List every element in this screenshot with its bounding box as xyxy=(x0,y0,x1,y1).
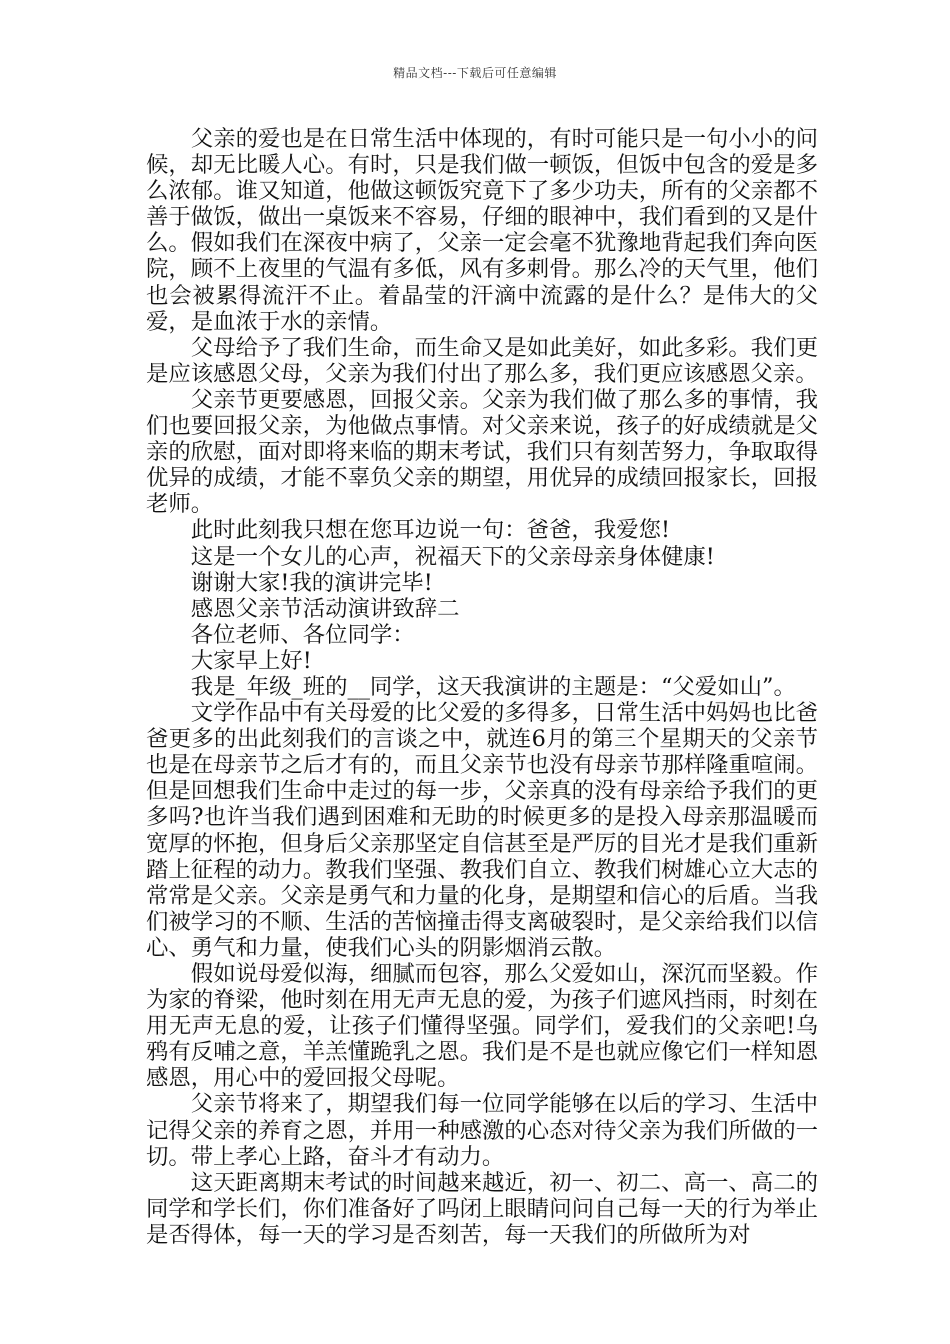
speech-greeting-teachers: 各位老师、各位同学： xyxy=(190,621,415,648)
speech-good-morning: 大家早上好! xyxy=(190,647,312,674)
speech-topic: 我是_年级_班的__同学，这天我演讲的主题是：“父爱如山”。 xyxy=(190,673,796,700)
paragraph-parents-give-life: 父母给予了我们生命，而生命又是如此美好，如此多彩。我们更是应该感恩父母，父亲为我们付出了那么多，我们更应该感恩父亲。 xyxy=(146,334,818,387)
speech-two-title: 感恩父亲节活动演讲致辞二 xyxy=(190,595,460,622)
page-header: 精品文档---下载后可任意编辑 xyxy=(393,66,557,80)
paragraph-repay-father: 父亲节更要感恩，回报父亲。父亲为我们做了那么多的事情，我们也要回报父亲，为他做点事情。对父亲来说，孩子的好成绩就是父亲的欣慰，面对即将来临的期末考试，我们只有刻苦努力，争取取得优异的成绩，才能不辜负父亲的期望，用优异的成绩回报家长，回报老师。 xyxy=(146,386,818,518)
paragraph-thanks: 谢谢大家!我的演讲完毕! xyxy=(190,569,433,596)
paragraph-literature-mother-love: 文学作品中有关母爱的比父爱的多得多，日常生活中妈妈也比爸爸更多的出此刻我们的言谈之中，就连6月的第三个星期天的父亲节也是在母亲节之后才有的，而且父亲节也没有母亲节那样隆重喧闹。但是回想我们生命中走过的每一步，父亲真的没有母亲给予我们的更多吗?也许当我们遇到困难和无助的时候更多的是投入母亲那温暖而宽厚的怀抱，但身后父亲那坚定自信甚至是严厉的目光才是我们重新踏上征程的动力。教我们坚强、教我们自立、教我们树雄心立大志的常常是父亲。父亲是勇气和力量的化身，是期望和信心的后盾。当我们被学习的不顺、生活的苦恼撞击得支离破裂时，是父亲给我们以信心、勇气和力量，使我们心头的阴影烟消云散。 xyxy=(146,700,818,961)
document-body xyxy=(146,126,818,1248)
paragraph-say-to-dad: 此时此刻我只想在您耳边说一句：爸爸，我爱您! xyxy=(190,517,670,544)
paragraph-fathers-day-coming: 父亲节将来了，期望我们每一位同学能够在以后的学习、生活中记得父亲的养育之恩，并用一种感激的心态对待父亲为我们所做的一切。带上孝心上路，奋斗才有动力。 xyxy=(146,1091,818,1170)
paragraph-father-love-daily: 父亲的爱也是在日常生活中体现的，有时可能只是一句小小的问候，却无比暖人心。有时，只是我们做一顿饭，但饭中包含的爱是多么浓郁。谁又知道，他做这顿饭究竟下了多少功夫，所有的父亲都不善于做饭，做出一桌饭来不容易，仔细的眼神中，我们看到的又是什么。假如我们在深夜中病了，父亲一定会毫不犹豫地背起我们奔向医院，顾不上夜里的气温有多低，风有多刺骨。那么冷的天气里，他们也会被累得流汗不止。着晶莹的汗滴中流露的是什么？是伟大的父爱，是血浓于水的亲情。 xyxy=(146,126,818,335)
paragraph-daughter-wish: 这是一个女儿的心声，祝福天下的父亲母亲身体健康! xyxy=(190,543,715,570)
paragraph-father-love-mountain: 假如说母爱似海，细腻而包容，那么父爱如山，深沉而坚毅。作为家的脊梁，他时刻在用无声无息的爱，为孩子们遮风挡雨，时刻在用无声无息的爱，让孩子们懂得坚强。同学们，爱我们的父亲吧!乌鸦有反哺之意，羊羔懂跪乳之恩。我们是不是也就应像它们一样知恩感恩，用心中的爱回报父母呢。 xyxy=(146,961,818,1092)
paragraph-final-exam: 这天距离期末考试的时间越来越近，初一、初二、高一、高二的同学和学长们，你们准备好了吗闭上眼睛问问自己每一天的行为举止是否得体，每一天的学习是否刻苦，每一天我们的所做所为对 xyxy=(146,1169,818,1248)
